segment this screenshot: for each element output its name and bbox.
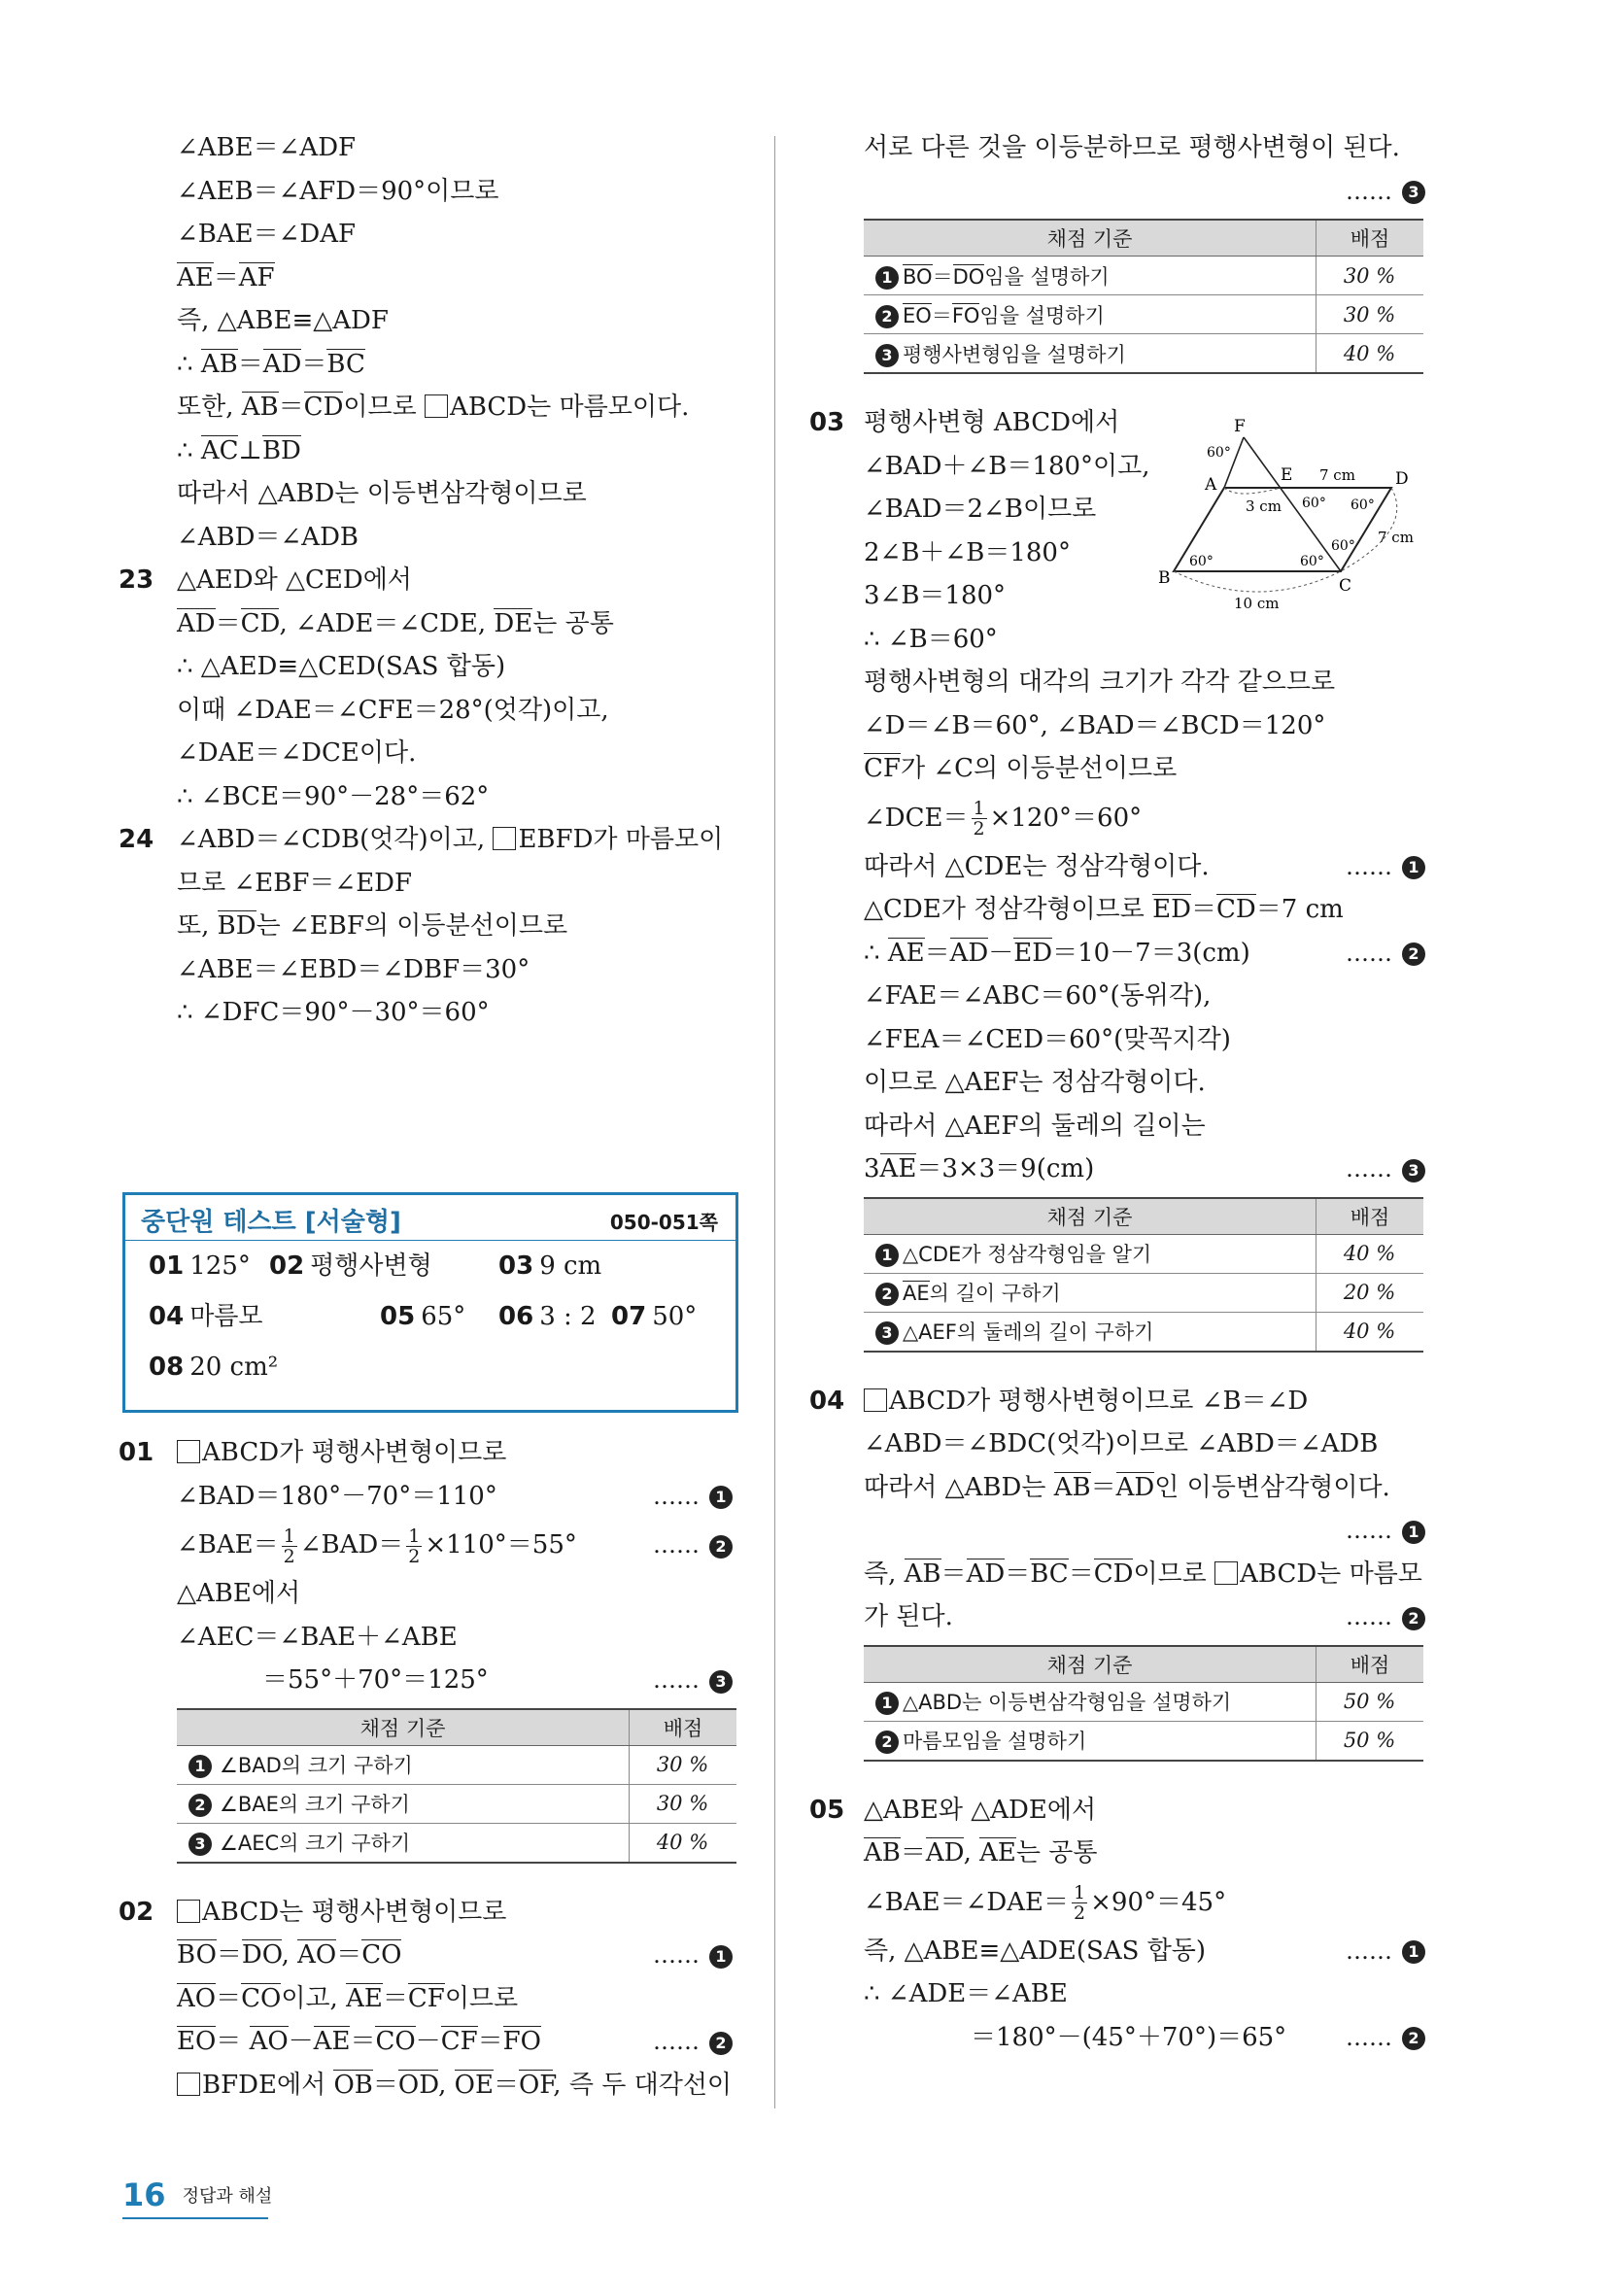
- text-line: ∴ AB＝AD＝BC: [177, 349, 365, 379]
- label-f: F: [1234, 417, 1246, 436]
- text-line: 따라서 △CDE는 정삼각형이다. …… 1: [856, 845, 1429, 889]
- text-line: 즉, △ABE≡△ADE(SAS 합동) …… 1: [856, 1930, 1429, 1973]
- problem-number: 03: [809, 408, 845, 437]
- text-line: ∠AEC＝∠BAE＋∠ABE: [177, 1622, 458, 1652]
- parallelogram-symbol: [864, 1388, 887, 1412]
- text-line: ∠BAD＝2∠B이므로: [864, 495, 1097, 524]
- problem-02: 02 ABCD는 평행사변형이므로: [119, 1891, 736, 1935]
- text-line: 따라서 △ABD는 이등변삼각형이므로: [177, 479, 587, 508]
- text-line: ∠ABE＝∠ADF: [177, 133, 357, 162]
- step-marker: …… 1: [1346, 1509, 1425, 1553]
- text-line: 또, BD는 ∠EBF의 이등분선이므로: [177, 911, 568, 941]
- length-ed: 7 cm: [1319, 466, 1355, 484]
- parallelogram-symbol: [1214, 1561, 1238, 1585]
- page-number: 16: [122, 2176, 166, 2213]
- problem-number: 24: [119, 825, 154, 854]
- scoring-table: 채점 기준 배점 1 △CDE가 정삼각형임을 알기 40 % 2 AE의 길이 구하기 20 % 3 △AEF의 둘레의 길이 구하기 40 %: [864, 1197, 1423, 1353]
- fraction: $\frac{1}{2}$: [973, 798, 985, 840]
- criterion-cell: 3 △AEF의 둘레의 길이 구하기: [864, 1312, 1316, 1352]
- text-line: ＝180°－(45°＋70°)＝65° …… 2: [856, 2016, 1429, 2060]
- criterion-cell: 2 마름모임을 설명하기: [864, 1721, 1316, 1761]
- text-line: ∠FAE＝∠ABC＝60°(동위각),: [864, 981, 1212, 1011]
- text-line: ∠BAE＝ $\frac{1}{2}$ ∠BAD＝ $\frac{1}{2}$ ×110°＝55° …… 2: [119, 1518, 736, 1572]
- parallelogram-symbol: [177, 1900, 200, 1923]
- fraction: $\frac{1}{2}$: [1074, 1882, 1086, 1924]
- criterion-cell: 3 평행사변형임을 설명하기: [864, 334, 1316, 374]
- step-marker: …… 1: [1346, 1930, 1425, 1973]
- text-line: 따라서 △AEF의 둘레의 길이는: [864, 1111, 1206, 1141]
- angle-60: 60°: [1302, 496, 1326, 511]
- label-c: C: [1339, 576, 1352, 596]
- text-line: CF가 ∠C의 이등분선이므로: [864, 754, 1178, 783]
- criterion-cell: 3 ∠AEC의 크기 구하기: [177, 1823, 630, 1863]
- answer-row: [125, 1342, 735, 1392]
- dim-bc: [1174, 571, 1341, 592]
- answer-item: 08 20 cm²: [149, 1353, 279, 1382]
- text-line: [856, 170, 1429, 214]
- text-line: 이므로 △AEF는 정삼각형이다.: [864, 1068, 1206, 1097]
- text-line: ∴ ∠ADE＝∠ABE: [864, 1979, 1068, 2008]
- answer-item: 04 마름모: [149, 1302, 263, 1331]
- angle-60: 60°: [1300, 554, 1324, 569]
- scoring-table-wrap: [856, 1197, 1429, 1353]
- text-line: AE＝AF: [177, 262, 275, 292]
- scoring-table-wrap: [856, 219, 1429, 374]
- text-line: AD＝CD, ∠ADE＝∠CDE, DE는 공통: [177, 608, 614, 638]
- text-line: 서로 다른 것을 이등분하므로 평행사변형이 된다.: [864, 133, 1400, 162]
- criterion-cell: 1 △ABD는 이등변삼각형임을 설명하기: [864, 1682, 1316, 1721]
- criterion-cell: 1 BO＝DO임을 설명하기: [864, 257, 1316, 295]
- problem-24: 24 ∠ABD＝∠CDB(엇각)이고, EBFD가 마름모이: [119, 818, 736, 862]
- step-marker: …… 2: [653, 1518, 733, 1572]
- footer-underline: [122, 2217, 268, 2219]
- answer-row: [125, 1291, 735, 1342]
- box-title: 중단원 테스트 [서술형]: [141, 1208, 401, 1237]
- step-marker: …… 2: [1346, 2016, 1425, 2060]
- angle-60: 60°: [1189, 554, 1214, 569]
- text-line: EO＝ AO－AE＝CO－CF＝FO …… 2: [119, 2020, 736, 2064]
- text-line: ∴ ∠BCE＝90°－28°＝62°: [177, 781, 490, 811]
- text-line: 즉, AB＝AD＝BC＝CD이므로 ABCD는 마름모: [864, 1559, 1422, 1589]
- scoring-table-wrap: [856, 1645, 1429, 1762]
- problem-number: 05: [809, 1795, 845, 1825]
- problem-number: 02: [119, 1897, 154, 1927]
- parallelogram-symbol: [177, 2073, 200, 2096]
- problem-05: 05 △ABE와 △ADE에서: [856, 1789, 1429, 1833]
- text-line: ∠ABD＝∠BDC(엇각)이므로 ∠ABD＝∠ADB: [864, 1429, 1379, 1458]
- answer-item: 03 9 cm: [498, 1251, 602, 1281]
- length-bc: 10 cm: [1234, 595, 1280, 612]
- parallelogram-symbol: [493, 827, 516, 850]
- step-marker: …… 2: [1346, 932, 1425, 976]
- label-e: E: [1281, 465, 1293, 485]
- problem-04: 04 ABCD가 평행사변형이므로 ∠B＝∠D: [856, 1380, 1429, 1423]
- label-d: D: [1395, 469, 1409, 489]
- left-column: [119, 126, 736, 1035]
- parallelogram-diagram: [1158, 417, 1428, 612]
- text-line: AB＝AD, AE는 공통: [864, 1838, 1098, 1868]
- text-line: 따라서 △ABD는 AB＝AD인 이등변삼각형이다.: [864, 1472, 1390, 1502]
- column-divider: [774, 136, 775, 2108]
- answer-item: 06 3 : 2: [498, 1302, 597, 1331]
- answer-item: 01 125°: [149, 1251, 251, 1281]
- step-marker: …… 1: [1346, 845, 1425, 889]
- text-line: BFDE에서 OB＝OD, OE＝OF, 즉 두 대각선이: [119, 2064, 736, 2108]
- problem-number: 01: [119, 1438, 154, 1467]
- step-marker: …… 2: [653, 2020, 733, 2064]
- text-line: ∠DCE＝ $\frac{1}{2}$ ×120°＝60°: [864, 798, 1143, 840]
- problem-number: 04: [809, 1386, 845, 1416]
- answer-item: 02 평행사변형: [269, 1251, 432, 1281]
- unit-test-answer-box: [122, 1192, 738, 1413]
- scoring-table: 채점 기준 배점 1 △ABD는 이등변삼각형임을 설명하기 50 % 2 마름모임을 설명하기 50 %: [864, 1645, 1423, 1762]
- length-cd: 7 cm: [1378, 529, 1414, 546]
- text-line: ∠BAD＋∠B＝180°이고,: [864, 451, 1150, 481]
- label-b: B: [1158, 568, 1171, 588]
- fraction: $\frac{1}{2}$: [283, 1525, 295, 1567]
- fraction: $\frac{1}{2}$: [408, 1525, 421, 1567]
- text-line: 또한, AB＝CD이므로 ABCD는 마름모이다.: [177, 393, 690, 422]
- text-line: △CDE가 정삼각형이므로 ED＝CD＝7 cm: [864, 895, 1344, 924]
- text-line: ∴ AE＝AD－ED＝10－7＝3(cm) …… 2: [856, 932, 1429, 976]
- text-line: ∠D＝∠B＝60°, ∠BAD＝∠BCD＝120°: [864, 710, 1326, 740]
- angle-60: 60°: [1331, 538, 1355, 554]
- text-line: ∠BAD＝180°－70°＝110° …… 1: [119, 1475, 736, 1519]
- length-ae: 3 cm: [1246, 497, 1282, 515]
- text-line: ∠FEA＝∠CED＝60°(맞꼭지각): [864, 1024, 1231, 1054]
- parallelogram-symbol: [177, 1440, 200, 1463]
- step-marker: …… 1: [653, 1475, 733, 1519]
- text-line: ∠AEB＝∠AFD＝90°이므로: [177, 176, 499, 206]
- answer-row: [125, 1241, 735, 1291]
- text-line: 므로 ∠EBF＝∠EDF: [177, 868, 413, 898]
- angle-60: 60°: [1207, 445, 1231, 461]
- step-marker: …… 1: [653, 1934, 733, 1977]
- left-column-lower: [119, 1431, 736, 2107]
- text-line: ∴ △AED≡△CED(SAS 합동): [177, 652, 506, 681]
- text-line: 3AE＝3×3＝9(cm) …… 3: [856, 1148, 1429, 1191]
- criterion-cell: 2 EO＝FO임을 설명하기: [864, 295, 1316, 334]
- problem-03: 03 평행사변형 ABCD에서: [856, 401, 1429, 445]
- text-line: ∴ ∠B＝60°: [864, 624, 998, 654]
- text-line: ＝55°＋70°＝125° …… 3: [119, 1659, 736, 1702]
- text-line: [856, 1509, 1429, 1553]
- problem-23: 23 △AED와 △CED에서: [119, 559, 736, 602]
- right-column: [809, 126, 1429, 2059]
- text-line: 3∠B＝180°: [864, 581, 1007, 610]
- text-line: 가 된다. …… 2: [856, 1595, 1429, 1639]
- scoring-table-wrap: [119, 1708, 736, 1864]
- parallelogram-symbol: [425, 394, 448, 418]
- criterion-cell: 2 ∠BAE의 크기 구하기: [177, 1784, 630, 1823]
- step-marker: …… 2: [1346, 1595, 1425, 1639]
- footer-label: 정답과 해설: [182, 2186, 273, 2207]
- text-line: ∠ABD＝∠ADB: [177, 522, 359, 552]
- text-line: 평행사변형의 대각의 크기가 각각 같으므로: [864, 668, 1336, 697]
- answer-item: 07 50°: [611, 1302, 698, 1331]
- label-a: A: [1205, 475, 1217, 495]
- text-line: ∴ AC⊥BD: [177, 435, 301, 465]
- step-marker: …… 3: [653, 1659, 733, 1702]
- text-line: BO＝DO, AO＝CO …… 1: [119, 1934, 736, 1977]
- text-line: ∠DAE＝∠DCE이다.: [177, 738, 417, 768]
- text-line: AO＝CO이고, AE＝CF이므로: [177, 1983, 519, 2013]
- criterion-cell: 1 ∠BAD의 크기 구하기: [177, 1745, 630, 1784]
- angle-60: 60°: [1351, 497, 1375, 513]
- text-line: 이때 ∠DAE＝∠CFE＝28°(엇각)이고,: [177, 695, 609, 725]
- box-header: [125, 1195, 735, 1241]
- text-line: 즉, △ABE≡△ADF: [177, 306, 389, 335]
- text-line: 2∠B＋∠B＝180°: [864, 537, 1071, 567]
- text-line: △ABE에서: [177, 1579, 301, 1608]
- criterion-cell: 1 △CDE가 정삼각형임을 알기: [864, 1234, 1316, 1273]
- scoring-table: 채점 기준 배점 1 ∠BAD의 크기 구하기 30 % 2 ∠BAE의 크기 구하기 30 % 3 ∠AEC의 크기 구하기 40 %: [177, 1708, 736, 1864]
- text-line: ∠BAE＝∠DAF: [177, 220, 357, 249]
- problem-number: 23: [119, 565, 154, 595]
- step-marker: …… 3: [1346, 170, 1425, 214]
- step-marker: …… 3: [1346, 1148, 1425, 1191]
- text-line: ∴ ∠DFC＝90°－30°＝60°: [177, 998, 490, 1027]
- page-footer: [122, 2176, 272, 2215]
- criterion-cell: 2 AE의 길이 구하기: [864, 1273, 1316, 1312]
- box-pages: 050-051쪽: [609, 1211, 718, 1234]
- answer-item: 05 65°: [380, 1302, 466, 1331]
- text-line: ∠BAE＝∠DAE＝ $\frac{1}{2}$ ×90°＝45°: [864, 1882, 1227, 1924]
- scoring-table: 채점 기준 배점 1 BO＝DO임을 설명하기 30 % 2 EO＝FO임을 설명하기 30 % 3 평행사변형임을 설명하기 40 %: [864, 219, 1423, 374]
- problem-01: 01 ABCD가 평행사변형이므로: [119, 1431, 736, 1475]
- text-line: ∠ABE＝∠EBD＝∠DBF＝30°: [177, 954, 530, 984]
